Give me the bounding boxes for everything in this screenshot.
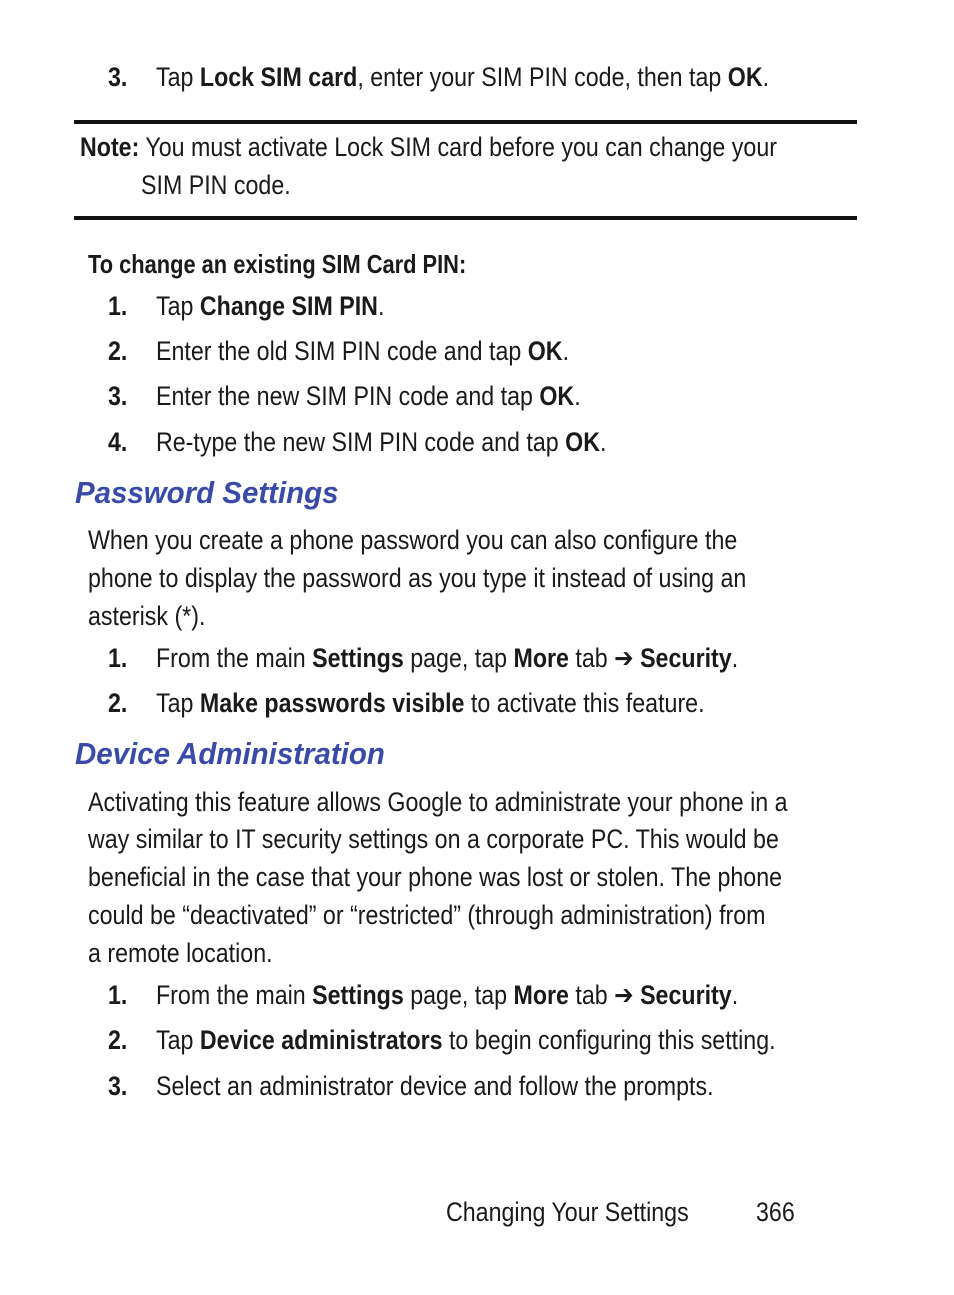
sim-lock-step-3 [0,62,954,102]
device-admin-step-2 [0,1025,954,1065]
footer-section-name: Changing Your Settings [446,1197,689,1227]
password-step-2 [0,688,954,728]
note-line-1: Note: You must activate Lock SIM card before you can change your [80,132,777,162]
device-admin-step-3 [0,1071,954,1111]
step-number: 1. [108,643,128,673]
change-pin-step-4 [0,427,954,467]
step-number: 2. [108,688,128,718]
step-text: Enter the new SIM PIN code and tap OK. [156,381,581,411]
step-text: Re-type the new SIM PIN code and tap OK. [156,427,607,457]
note-line-2: SIM PIN code. [141,170,291,200]
device-admin-para-line: beneficial in the case that your phone was lost or stolen. The phone [88,862,783,892]
step-number: 2. [108,336,128,366]
device-admin-para-line: Activating this feature allows Google to administrate your phone in a [88,787,788,817]
step-text: From the main Settings page, tap More tab ➔ Security. [156,980,739,1010]
step-text: Tap Make passwords visible to activate this feature. [156,688,705,718]
step-number: 1. [108,980,128,1010]
password-para-line: asterisk (*). [88,601,206,631]
step-number: 1. [108,291,128,321]
step-number: 2. [108,1025,128,1055]
device-admin-step-1 [0,980,954,1020]
page-number: 366 [756,1197,795,1227]
password-settings-heading: Password Settings [75,475,339,510]
step-text: Enter the old SIM PIN code and tap OK. [156,336,570,366]
step-text: Select an administrator device and follow the prompts. [156,1071,714,1101]
password-para-line: When you create a phone password you can also configure the [88,525,738,555]
password-para-line: phone to display the password as you type it instead of using an [88,563,747,593]
password-step-1 [0,643,954,683]
device-admin-para-line: a remote location. [88,938,273,968]
change-pin-step-1 [0,291,954,331]
change-pin-step-3 [0,381,954,421]
change-pin-step-2 [0,336,954,376]
change-pin-heading: To change an existing SIM Card PIN: [88,249,467,279]
note-bottom-rule [74,216,857,220]
note-top-rule [74,120,857,124]
step-number: 3. [108,381,128,411]
device-admin-para-line: way similar to IT security settings on a corporate PC. This would be [88,824,779,854]
step-text: From the main Settings page, tap More tab ➔ Security. [156,643,739,673]
step-number: 3. [108,62,128,92]
note-label: Note: [80,132,140,162]
step-text: Tap Device administrators to begin configuring this setting. [156,1025,776,1055]
step-number: 3. [108,1071,128,1101]
step-number: 4. [108,427,128,457]
device-administration-heading: Device Administration [75,736,385,771]
step-text: Tap Lock SIM card, enter your SIM PIN code, then tap OK. [156,62,770,92]
device-admin-para-line: could be “deactivated” or “restricted” (through administration) from [88,900,766,930]
step-text: Tap Change SIM PIN. [156,291,385,321]
